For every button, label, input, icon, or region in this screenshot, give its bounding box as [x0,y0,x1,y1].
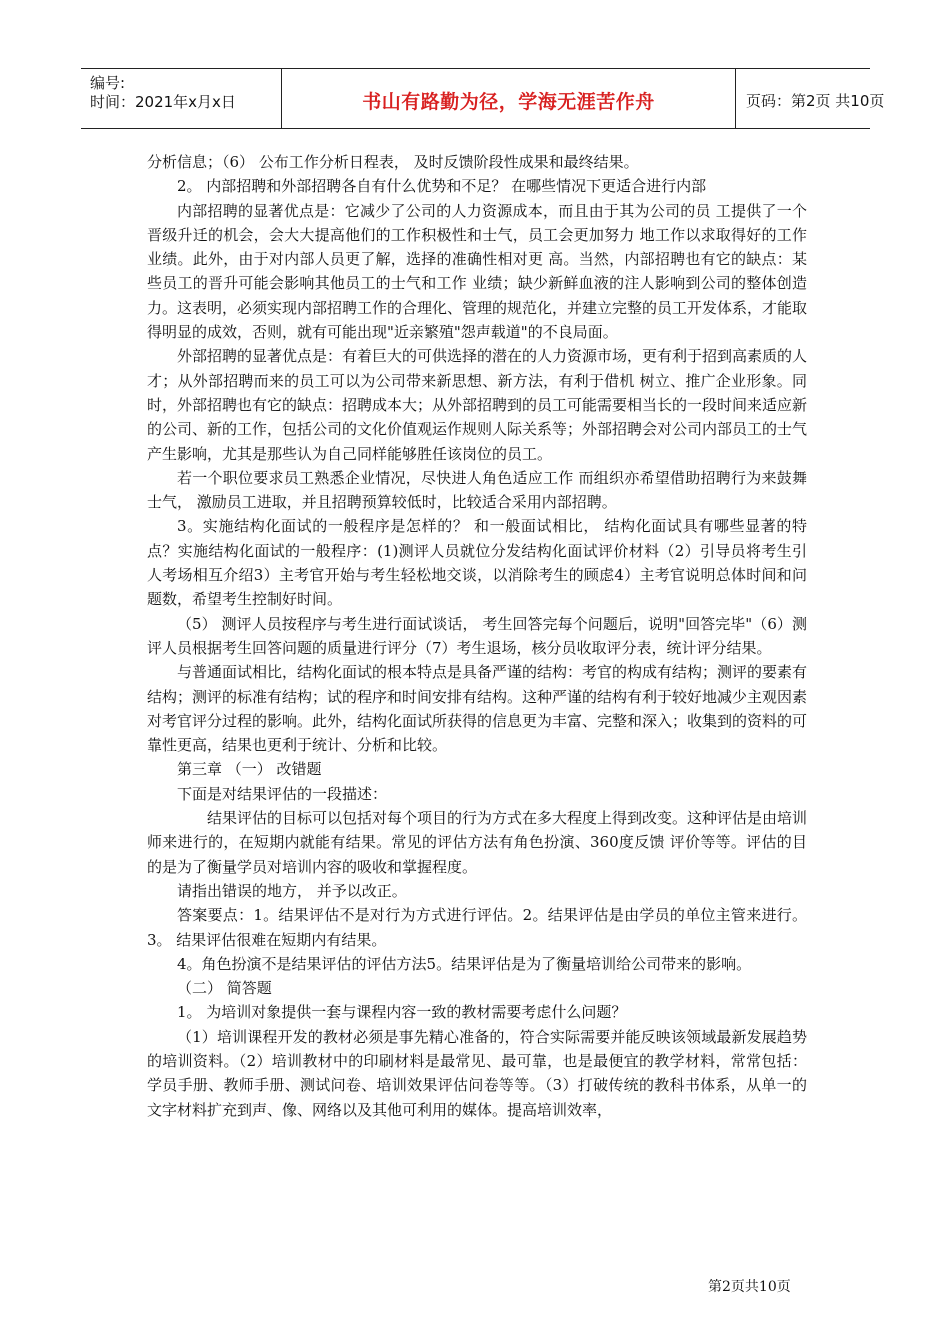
section-heading: 第三章 （一） 改错题 [177,760,322,779]
answer-paragraph: 4。角色扮演不是结果评估的评估方法5。结果评估是为了衡量培训给公司带来的影响。 [177,954,752,973]
header-page-cell [736,69,885,128]
answer-paragraph: 答案要点：1。结果评估不是对行为方式进行评估。2。结果评估是由学员的单位主管来进行。3。 结果评估很难在短期内有结果。 [147,906,807,949]
paragraph: 请指出错误的地方， 并予以改正。 [177,881,407,900]
question-heading: 2。 内部招聘和外部招聘各自有什么优势和不足？ 在哪些情况下更适合进行内部 [177,177,707,196]
paragraph: 若一个职位要求员工熟悉企业情况，尽快进人角色适应工作 而组织亦希望借助招聘行为来鼓舞士气， 激励员工进取，并且招聘预算较低时，比较适合采用内部招聘。 [147,468,807,512]
paragraph: 分析信息；（6） 公布工作分析日程表， 及时反馈阶段性成果和最终结果。 [147,153,639,171]
paragraph: 外部招聘的显著优点是：有着巨大的可供选择的潜在的人力资源市场，更有利于招到高素质的人才；从外部招聘而来的员工可以为公司带来新思想、新方法，有利于借机 树立、推广企业形象。同时，外部招聘也有它的缺点：招聘成本大；从外部招聘到的员工可能需要相当长的一段时间来适应新的公司、新的工作，包括公司的文化价值观运作规则人际关系等；外部招聘会对公司内部员工的士气产生影响，尤其是那些认为自己同样能够胜任该岗位的员工。 [147,347,808,463]
paragraph: 结果评估的目标可以包括对每个项目的行为方式在多大程度上得到改变。这种评估是由培训师来进行的，在短期内就能有结果。常见的评估方法有角色扮演、360度反馈 评价等等。评估的目的是为了衡量学员对培训内容的吸收和掌握程度。 [147,809,808,876]
paragraph: （5） 测评人员按程序与考生进行面试谈话， 考生回答完每个问题后，说明"回答完毕"（6）测评人员根据考生回答问题的质量进行评分（7）考生退场，核分员收取评分表，统计评分结果。 [147,614,807,657]
date-label: 时间：2021年x月x日 [90,93,236,111]
header-meta-cell [81,69,282,128]
paragraph: （1）培训课程开发的教材必须是事先精心准备的，符合实际需要并能反映该领域最新发展趋势的培训资料。（2）培训教材中的印刷材料是最常见、最可靠，也是最便宜的教学材料，常常包括：学员手册、教师手册、测试问卷、培训效果评估问卷等等。（3）打破传统的教科书体系，从单一的文字材料扩充到声、像、网络以及其他可利用的媒体。提高培训效率， [147,1027,807,1119]
serial-label: 编号: [90,74,126,92]
page-footer: 第2页共10页 [708,1279,791,1295]
question-heading: 3。实施结构化面试的一般程序是怎样的？ 和一般面试相比， 结构化面试具有哪些显著的特点？实施结构化面试的一般程序：(1)测评人员就位分发结构化面试评价材料（2）引导员将考生引人考场相互介绍3）主考官开始与考生轻松地交谈，以消除考生的顾虑4）主考官说明总体时间和问题数，希望考生控制好时间。 [147,517,807,609]
document-body [147,150,807,1122]
motto-text: 书山有路勤为径，学海无涯苦作舟 [362,91,655,113]
page-number-label: 页码：第2页 共10页 [746,92,885,110]
header-motto-cell [282,69,736,128]
paragraph: 内部招聘的显著优点是：它减少了公司的人力资源成本，而且由于其为公司的员 工提供了一个晋级升迁的机会，会大大提高他们的工作积极性和士气，员工会更加努力 地工作以求取得好的工作业绩。此外，由于对内部人员更了解，选择的准确性相对更 高。当然，内部招聘也有它的缺点：某些员工的晋升可能会影响其他员工的士气和工作 业绩；缺少新鲜血液的注人影响到公司的整体创造力。这表明，必须实现内部招聘工作的合理化、管理的规范化，并建立完整的员工开发体系，才能取得明显的成效，否则，就有可能出现"近亲繁殖"怨声载道"的不良局面。 [147,201,808,342]
paragraph: 下面是对结果评估的一段描述： [177,784,388,803]
question-heading: 1。 为培训对象提供一套与课程内容一致的教材需要考虑什么问题？ [177,1003,627,1022]
page-header [81,68,885,129]
paragraph: 与普通面试相比，结构化面试的根本特点是具备严谨的结构：考官的构成有结构；测评的要素有结构；测评的标准有结构；试的程序和时间安排有结构。这种严谨的结构有利于较好地减少主观因素对考官评分过程的影响。此外，结构化面试所获得的信息更为丰富、完整和深入；收集到的资料的可靠性更高，结果也更利于统计、分析和比较。 [147,663,808,755]
section-heading: （二） 简答题 [177,979,272,998]
